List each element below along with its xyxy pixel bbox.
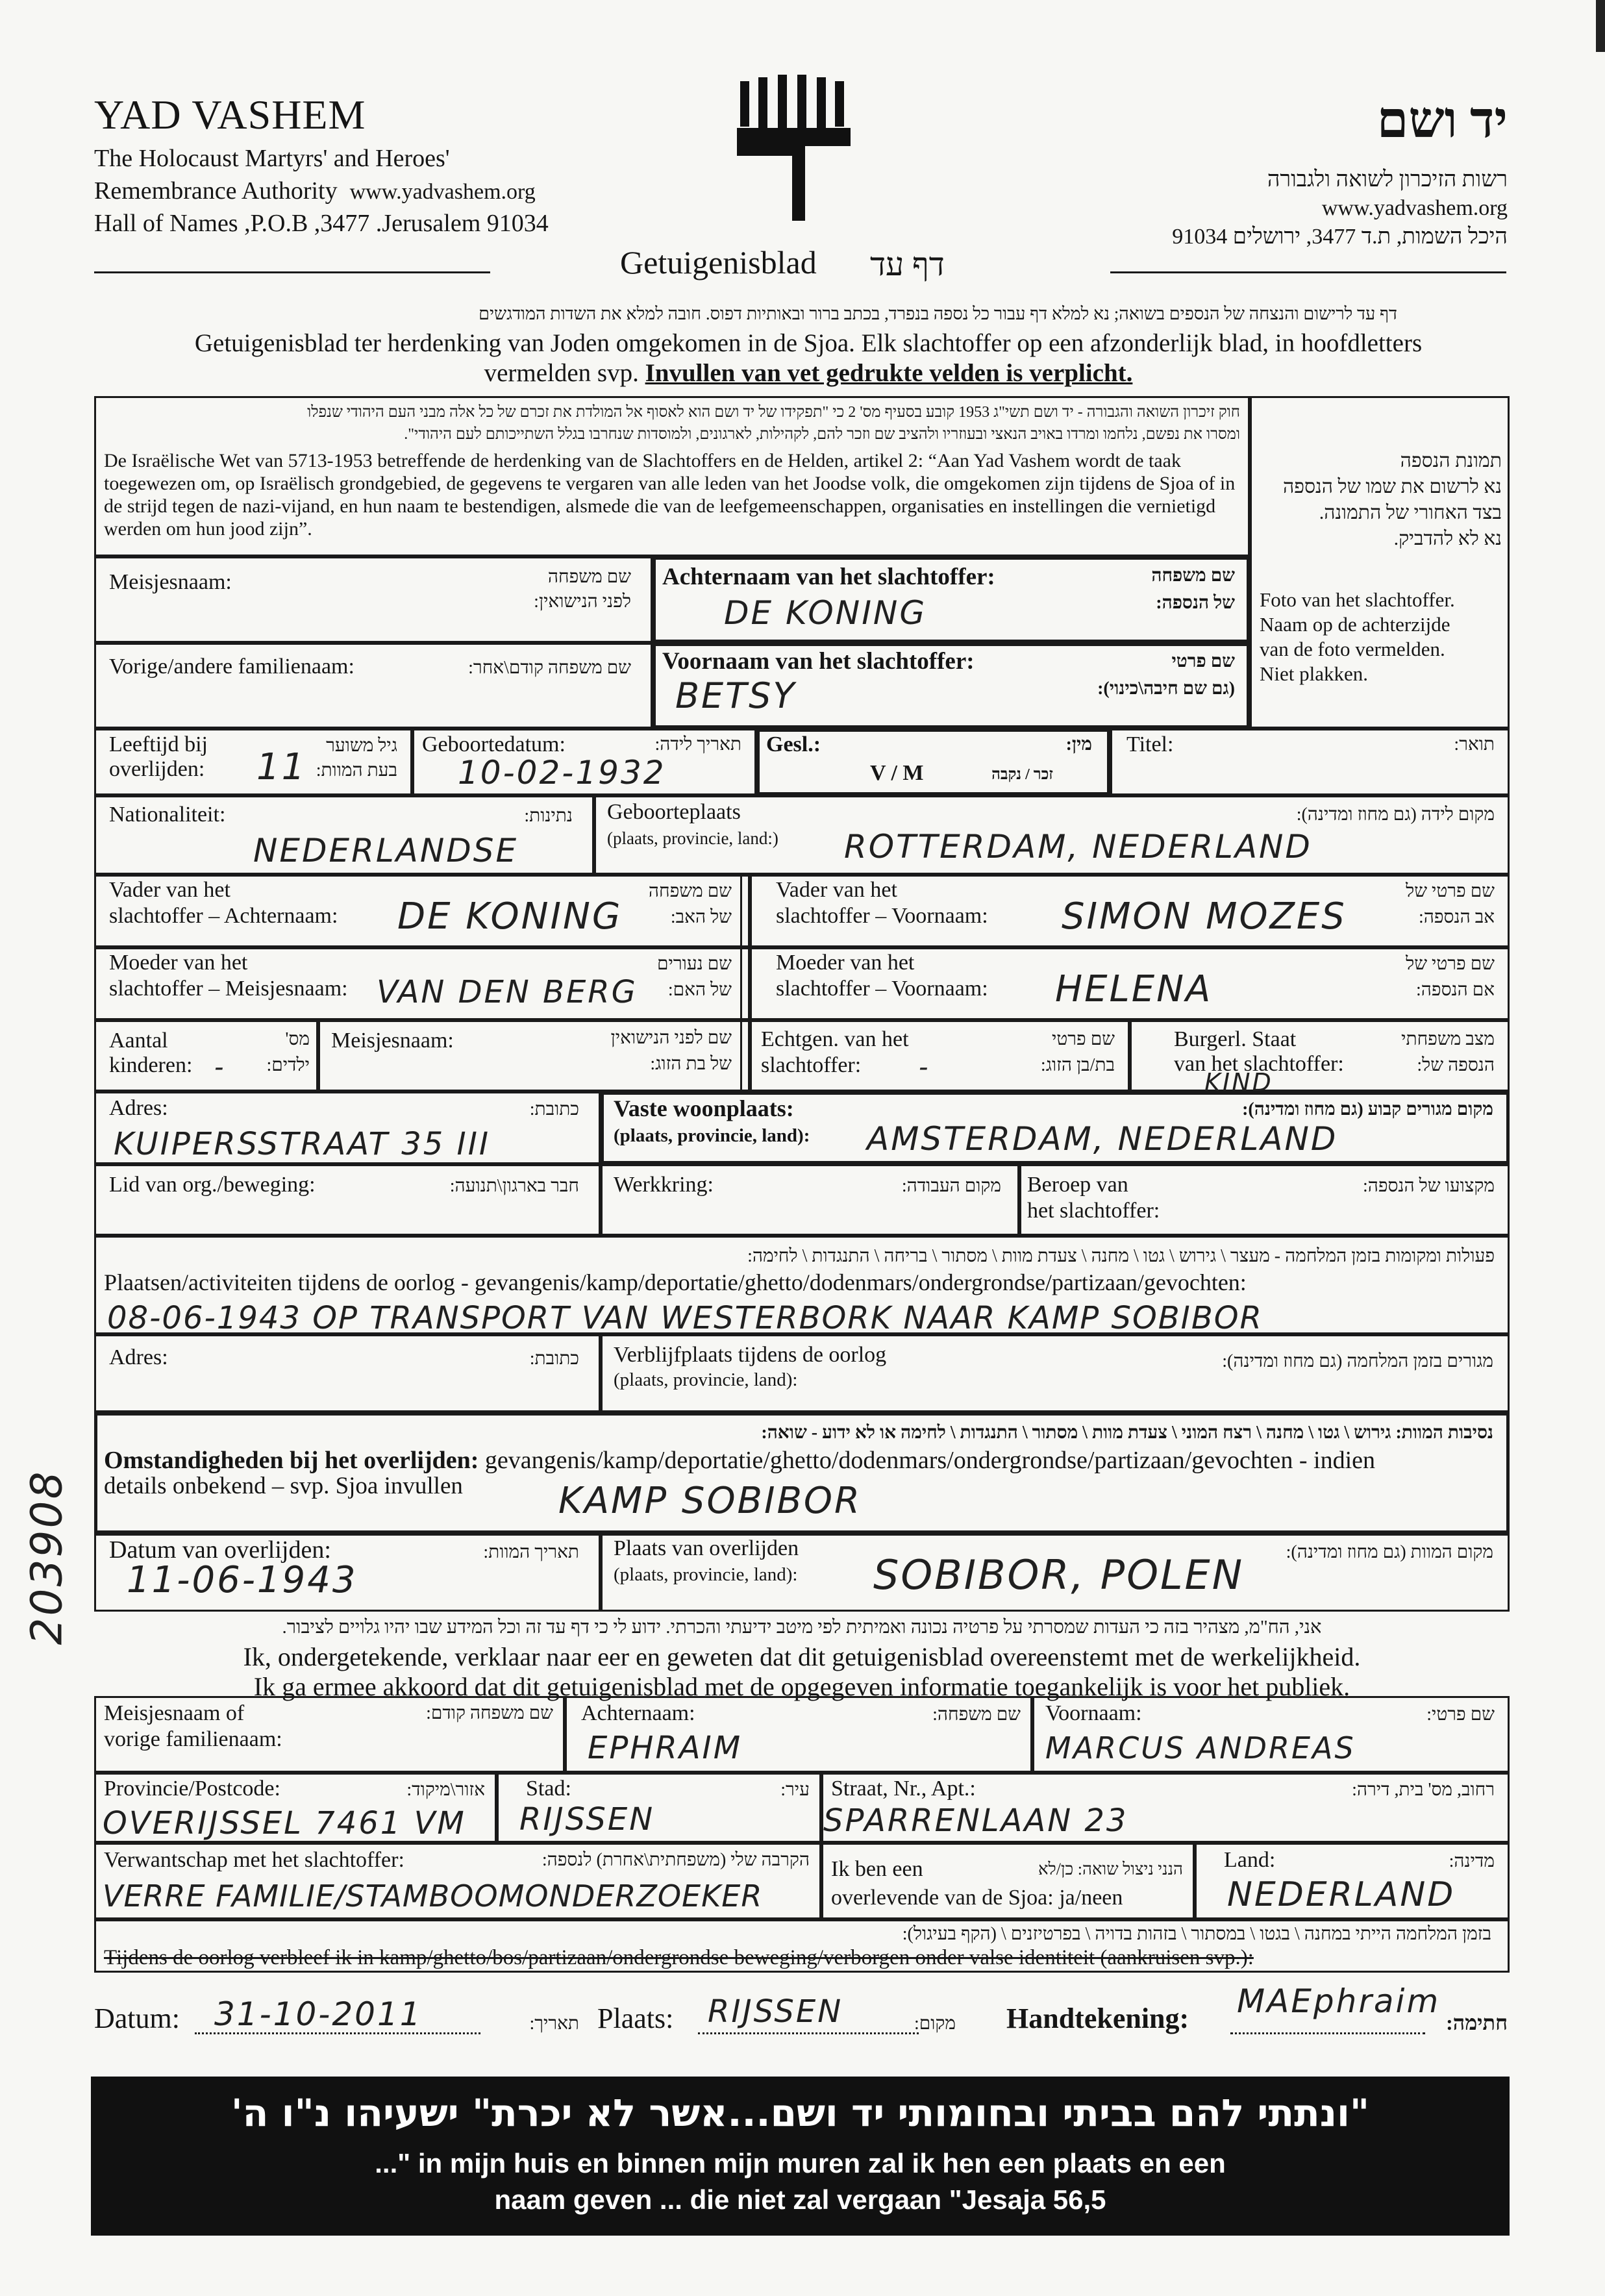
form-title-he: דף עד (870, 246, 945, 282)
victim-age-value[interactable]: 11 (256, 746, 307, 788)
civil-status-label-2: van het slachtoffer: (1174, 1052, 1344, 1076)
country-value[interactable]: NEDERLAND (1227, 1875, 1456, 1914)
victim-age-he-1: גיל משוער (326, 736, 397, 756)
residence-label-2: (plaats, provincie, land): (614, 1125, 810, 1146)
mother-first-he-1: שם פרטי של (1406, 954, 1495, 974)
victim-maiden-label: Meisjesnaam: (109, 570, 232, 594)
signature-underline (1230, 2032, 1425, 2034)
civil-status-label-1: Burgerl. Staat (1174, 1027, 1297, 1051)
form-title: Getuigenisblad (620, 244, 817, 281)
law-nl: De Israëlische Wet van 5713-1953 betreffende de herdenking van de Slachtoffers en de Helden, artikel 2: “Aan Yad Vashem wordt de taak toegewezen om, op Israëlisch grondgebied, de gegevens te vergaren van alle leden van het Joodse volk, die omgekomen zijn tijdens de Sjoa of in de strijd tegen de nazi-vijand, en hun naam te bestendigen, alsmede die van de leefgemeenschappen, organisaties en instellingen die vernietigd werden om hun jood zijn”. (104, 450, 1236, 540)
place-label: Plaats: (597, 2003, 674, 2034)
address-value[interactable]: KUIPERSSTRAAT 35 III (114, 1126, 491, 1162)
law-he-2: ומסרו את נפשם, נלחמו ומרדו באויב הנאצי ובעוזריו ולהציב שם וזכר להם, לקהילות, לארגונים, ולמוסדות שנחרבו בגלל השתייכותם לעם היהודי". (404, 426, 1240, 443)
children-label-2: kinderen: (109, 1053, 193, 1077)
photo-nl-2: Naam op de achterzijde (1260, 613, 1450, 636)
submitter-province-label: Provincie/Postcode: (104, 1777, 280, 1801)
victim-birthplace-label-1: Geboorteplaats (607, 800, 741, 824)
submitter-first-value[interactable]: MARCUS ANDREAS (1045, 1730, 1356, 1766)
photo-he (1256, 448, 1502, 552)
victim-birthplace-he: מקום לידה (גם מחוז ומדינה): (1296, 805, 1495, 825)
death-circumstances-he: נסיבות המוות: גירוש \ גטו \ מחנה \ רצח המוני \ צעדת מוות \ מסתור \ התנגדות \ לחימה או לא ידוע - שואה: (761, 1423, 1493, 1443)
mother-first-he-2: אם הנספה: (1416, 980, 1495, 1000)
org-he: חבר בארגון\תנועה: (449, 1176, 579, 1196)
submitter-city-value[interactable]: RIJSSEN (519, 1801, 655, 1838)
org-he-line2: רשות הזיכרון לשואה ולגבורה (1267, 168, 1508, 192)
submitter-surname-value[interactable]: EPHRAIM (588, 1730, 743, 1766)
quote-banner (91, 2077, 1510, 2236)
children-label-1: Aantal (109, 1029, 168, 1053)
children-he-1: מס' (285, 1029, 310, 1049)
declaration-nl-2: Ik ga ermee akkoord dat dit getuigenisblad met de opgegeven informatie toegankelijk is voor het publiek. (253, 1672, 1350, 1701)
work-he: מקום העבודה: (901, 1176, 1001, 1196)
victim-gender-he-options[interactable]: זכר / נקבה (991, 766, 1053, 783)
submitter-surname-he: שם משפחה: (932, 1704, 1021, 1725)
spouse-label-2: slachtoffer: (761, 1053, 862, 1077)
quote-banner-nl-2: naam geven ... die niet zal vergaan "Jesaja 56,5 (494, 2184, 1106, 2215)
victim-age-label-2: overlijden: (109, 757, 205, 781)
death-place-value[interactable]: SOBIBOR, POLEN (873, 1551, 1245, 1599)
margin-record-number: 203908 (21, 1469, 72, 1645)
death-circumstances-label-bold: Omstandigheden bij het overlijden: (104, 1447, 479, 1474)
date-he: תאריך: (529, 2014, 579, 2034)
instructions-nl-2a: vermelden svp. (484, 359, 639, 387)
victim-gender-label: Gesl.: (766, 732, 821, 756)
submitter-street-he: רחוב, מס' בית, דירה: (1352, 1780, 1495, 1800)
victim-surname-he-2: של הנספה: (1156, 593, 1235, 613)
submitter-maiden-label-2: vorige familienaam: (104, 1727, 282, 1751)
wartime-label: Tijdens de oorlog verbleef ik in kamp/ghetto/bos/partizaan/ondergrondse beweging/verborgen onder valse identiteit (aankruisen svp.): (104, 1946, 1254, 1969)
victim-dob-he: תאריך לידה: (654, 734, 741, 755)
mother-maiden-divider (740, 947, 742, 1020)
header-left-rule (94, 271, 490, 273)
victim-nationality-he: נתינות: (524, 806, 573, 826)
date-value[interactable]: 31-10-2011 (214, 1995, 423, 2033)
photo-nl-4: Niet plakken. (1260, 662, 1369, 685)
photo-he-4: נא לא להדביק. (1393, 528, 1502, 549)
war-activities-value[interactable]: 08-06-1943 OP TRANSPORT VAN WESTERBORK NAAR KAMP SOBIBOR (107, 1300, 1263, 1336)
mother-maiden-he-2: של האם: (667, 980, 732, 1000)
children-he-2: ילדים: (266, 1055, 310, 1075)
mother-first-label-1: Moeder van het (776, 951, 915, 975)
spouse-value[interactable]: - (919, 1053, 930, 1082)
residence-he: מקום מגורים קבוע (גם מחוז ומדינה): (1242, 1099, 1493, 1119)
submitter-street-label: Straat, Nr., Apt.: (831, 1777, 976, 1801)
declaration-he: אני, הח"מ, מצהיר בזה כי העדות שמסרתי על פרטיה נכונה ואמיתית לפי מיטב ידיעתי והכרתי. ידוע לי כי דף עד זה וכל המידע שבו יהיו גלויים לציבור. (282, 1617, 1322, 1638)
org-line2: The Holocaust Martyrs' and Heroes' (94, 145, 450, 172)
signature-label: Handtekening: (1006, 2003, 1189, 2034)
victim-surname-label: Achternaam van het slachtoffer: (662, 564, 995, 590)
children-value[interactable]: - (214, 1053, 226, 1082)
victim-gender-he: מין: (1065, 734, 1092, 755)
place-value[interactable]: RIJSSEN (708, 1993, 843, 2030)
father-first-he-1: שם פרטי של (1406, 881, 1495, 901)
date-label: Datum: (94, 2003, 180, 2034)
org-line3 (94, 177, 536, 205)
death-date-he: תאריך המוות: (483, 1542, 579, 1562)
victim-title-label: Titel: (1126, 732, 1174, 756)
country-he: מדינה: (1449, 1851, 1495, 1871)
death-place-label-1: Plaats van overlijden (614, 1536, 799, 1560)
spouse-he-2: בת/בן הזוג: (1040, 1055, 1115, 1075)
instructions-mandatory: Invullen van vet gedrukte velden is verplicht. (645, 359, 1133, 387)
war-address-field[interactable] (94, 1334, 601, 1412)
victim-nationality-value[interactable]: NEDERLANDSE (253, 832, 519, 869)
victim-nationality-label: Nationaliteit: (109, 803, 226, 827)
mother-maiden-label-2: slachtoffer – Meisjesnaam: (109, 977, 348, 1001)
place-underline (698, 2032, 919, 2034)
mother-maiden-value[interactable]: VAN DEN BERG (377, 974, 638, 1010)
address-he: כתובת: (529, 1099, 579, 1119)
mother-first-value[interactable]: HELENA (1055, 968, 1213, 1010)
civil-status-he-1: מצב משפחתי (1401, 1029, 1495, 1049)
instructions-nl-2 (153, 358, 1464, 388)
submitter-street-value[interactable]: SPARRENLAAN 23 (823, 1803, 1128, 1839)
mother-first-label-2: slachtoffer – Voornaam: (776, 977, 988, 1001)
org-name: YAD VASHEM (94, 92, 366, 138)
org-he-line4: היכל השמות, ת.ד 3477, ירושלים 91034 (1172, 225, 1508, 249)
father-surname-value[interactable]: DE KONING (397, 895, 623, 938)
residence-value[interactable]: AMSTERDAM, NEDERLAND (867, 1120, 1338, 1158)
death-circumstances-label-rest: gevangenis/kamp/deportatie/ghetto/dodenmars/ondergrondse/partizaan/gevochten - indien (479, 1447, 1375, 1474)
org-name-he: יד ושם (1376, 92, 1508, 148)
submitter-maiden-he: שם משפחה קודם: (426, 1703, 553, 1723)
war-activities-he: פעולות ומקומות בזמן המלחמה - מעצר \ גירוש \ גטו \ מחנה \ צעדת מוות \ מסתור \ בריחה \ התנגדות \ לחימה: (747, 1246, 1495, 1266)
residence-label-1: Vaste woonplaats: (614, 1095, 794, 1121)
survivor-options[interactable]: ja/neen (1059, 1886, 1123, 1910)
father-surname-he-2: של האב: (670, 907, 732, 927)
victim-gender-options[interactable]: V / M (870, 761, 924, 785)
submitter-first-he: שם פרטי: (1426, 1704, 1495, 1725)
death-circumstances-label (104, 1448, 1375, 1473)
victim-dob-value[interactable]: 10-02-1932 (458, 754, 666, 792)
victim-surname-he-1: שם משפחה (1151, 566, 1235, 586)
declaration-nl-1: Ik, ondergetekende, verklaar naar eer en geweten dat dit getuigenisblad overeenstemt met de werkelijkheid. (243, 1642, 1361, 1671)
photo-he-2: נא לרשום את שמו של הנספה (1283, 476, 1502, 497)
spouse-maiden-he-1: שם לפני הנישואין (610, 1028, 732, 1048)
victim-first-he-1: שם פרטי (1171, 651, 1235, 671)
survivor-label-1: Ik ben een (831, 1857, 923, 1881)
profession-label-1: Beroep van (1027, 1173, 1128, 1197)
org-line4: Hall of Names ,P.O.B ,3477 .Jerusalem 91034 (94, 210, 549, 237)
father-first-value[interactable]: SIMON MOZES (1062, 895, 1347, 938)
victim-title-he: תואר: (1454, 734, 1495, 755)
photo-he-1: תמונת הנספה (1400, 450, 1502, 471)
quote-banner-he: "ונתתי להם בביתי ובחומותי יד ושם...אשר לא יכרת" ישעיהו נ"ו ה' (230, 2091, 1370, 2135)
submitter-maiden-label-1: Meisjesnaam of (104, 1701, 245, 1725)
death-place-label-2: (plaats, provincie, land): (614, 1564, 798, 1585)
father-first-he-2: אב הנספה: (1419, 907, 1495, 927)
submitter-province-value[interactable]: OVERIJSSEL 7461 VM (103, 1805, 466, 1841)
profession-label-2: het slachtoffer: (1027, 1199, 1160, 1223)
law-he-1: חוק זיכרון השואה והגבורה - יד ושם תשי"ג 1953 קובע בסעיף מס' 2 כי "תפקידו של יד ושם הוא לאסוף אל המולדת את זכרם של כל אלה מבני העם היהודי שנפלו (307, 404, 1240, 421)
org-authority: Remembrance Authority (94, 177, 338, 205)
spouse-label-1: Echtgen. van het (761, 1027, 909, 1051)
spouse-maiden-divider (740, 1020, 742, 1092)
page-corner-mark (1596, 0, 1605, 52)
victim-maiden-he-2: לפני הנישואין: (534, 592, 631, 612)
submitter-city-label: Stad: (526, 1777, 571, 1801)
father-surname-divider (740, 875, 742, 947)
submitter-surname-label: Achternaam: (581, 1701, 695, 1725)
spouse-maiden-he-2: של בת הזוג: (650, 1054, 732, 1074)
survivor-label-2-text: overlevende van de Sjoa: (831, 1886, 1054, 1910)
org-he-web: www.yadvashem.org (1321, 196, 1508, 220)
war-address-label: Adres: (109, 1345, 168, 1369)
victim-age-he-2: בעת המוות: (316, 760, 397, 780)
survivor-he: הנני ניצול שואה: כן/לא (1038, 1860, 1183, 1878)
address-label: Adres: (109, 1096, 168, 1120)
father-surname-label-1: Vader van het (109, 878, 230, 902)
victim-birthplace-value[interactable]: ROTTERDAM, NEDERLAND (844, 828, 1312, 866)
victim-first-label: Voornaam van het slachtoffer: (662, 648, 975, 675)
war-address-he: כתובת: (529, 1349, 579, 1369)
victim-surname-value[interactable]: DE KONING (724, 594, 927, 632)
photo-nl-1: Foto van het slachtoffer. (1260, 588, 1455, 611)
submitter-first-label: Voornaam: (1045, 1701, 1142, 1725)
death-circumstances-label-2: details onbekend – svp. Sjoa invullen (104, 1473, 463, 1499)
signature-value[interactable]: MAEphraim (1237, 1982, 1441, 2020)
victim-birthplace-label-2: (plaats, provincie, land:) (607, 829, 778, 848)
yad-vashem-logo-icon (727, 68, 864, 227)
instructions-he: דף עד לרישום והנצחה של הנספים בשואה; נא למלא דף עבור כל נספה בנפרד, בכתב ברור ובאותיות דפוס. חובה למלא את השדות המודגשים (479, 304, 1397, 323)
victim-age-label-1: Leeftijd bij (109, 732, 208, 756)
victim-dob-label: Geboortedatum: (422, 732, 566, 756)
spouse-maiden-label: Meisjesnaam: (331, 1029, 454, 1053)
victim-prev-he: שם משפחה קודם\אחר: (468, 658, 631, 678)
photo-nl (1260, 588, 1455, 686)
victim-maiden-he-1: שם משפחה (547, 567, 631, 587)
victim-first-value[interactable]: BETSY (675, 675, 797, 716)
father-surname-label-2: slachtoffer – Achternaam: (109, 904, 338, 928)
profession-he: מקצועו של הנספה: (1362, 1176, 1495, 1196)
father-first-label-1: Vader van het (776, 878, 897, 902)
header-right-rule (1110, 271, 1506, 273)
victim-prev-label: Vorige/andere familienaam: (109, 655, 355, 679)
war-activities-label: Plaatsen/activiteiten tijdens de oorlog - gevangenis/kamp/deportatie/ghetto/dodenmars/ondergrondse/partizaan/gevochten: (104, 1269, 1247, 1295)
place-he: מקום: (914, 2014, 956, 2034)
mother-maiden-label-1: Moeder van het (109, 951, 248, 975)
death-date-label: Datum van overlijden: (109, 1536, 331, 1564)
war-residence-label-2: (plaats, provincie, land): (614, 1369, 798, 1390)
spouse-he-1: שם פרטי (1052, 1029, 1115, 1049)
death-date-value[interactable]: 11-06-1943 (127, 1559, 358, 1601)
quote-banner-nl-1: ..." in mijn huis en binnen mijn muren zal ik hen een plaats en een (375, 2148, 1226, 2178)
submitter-province-he: אזור\מיקוד: (406, 1780, 485, 1800)
survivor-label-2 (831, 1886, 1123, 1910)
org-label: Lid van org./beweging: (109, 1173, 316, 1197)
relation-label: Verwantschap met het slachtoffer: (104, 1848, 404, 1872)
photo-he-3: בצד האחורי של התמונה. (1319, 502, 1502, 523)
relation-he: הקרבה שלי (משפחתית\אחרת) לנספה: (541, 1850, 810, 1870)
work-label: Werkkring: (614, 1173, 714, 1197)
wartime-he: בזמן המלחמה הייתי במחנה \ בגטו \ במסתור \ בזהות בדויה \ בפרטיזנים \ (הקף בעיגול): (902, 1924, 1491, 1944)
submitter-city-he: עיר: (780, 1780, 810, 1800)
war-residence-he: מגורים בזמן המלחמה (גם מחוז ומדינה): (1222, 1351, 1493, 1371)
instructions-nl-1: Getuigenisblad ter herdenking van Joden omgekomen in de Sjoa. Elk slachtoffer op een afzonderlijk blad, in hoofdletters (194, 329, 1423, 357)
mother-maiden-he-1: שם נעורים (657, 954, 732, 974)
signature-he: חתימה: (1446, 2011, 1508, 2034)
death-place-he: מקום המוות (גם מחוז ומדינה): (1286, 1542, 1493, 1562)
war-residence-label-1: Verblijfplaats tijdens de oorlog (614, 1343, 887, 1367)
relation-value[interactable]: VERRE FAMILIE/STAMBOOMONDERZOEKER (103, 1878, 763, 1914)
date-underline (195, 2032, 480, 2034)
photo-nl-3: van de foto vermelden. (1260, 638, 1445, 660)
victim-first-he-2: (גם שם חיבה\כינוי): (1097, 679, 1235, 699)
death-circumstances-value[interactable]: KAMP SOBIBOR (558, 1480, 862, 1522)
father-surname-he-1: שם משפחה (648, 881, 732, 901)
org-web: www.yadvashem.org (349, 180, 536, 204)
father-first-label-2: slachtoffer – Voornaam: (776, 904, 988, 928)
country-label: Land: (1224, 1848, 1276, 1872)
civil-status-value[interactable]: KIND (1204, 1068, 1273, 1097)
civil-status-he-2: הנספה של: (1417, 1055, 1495, 1075)
